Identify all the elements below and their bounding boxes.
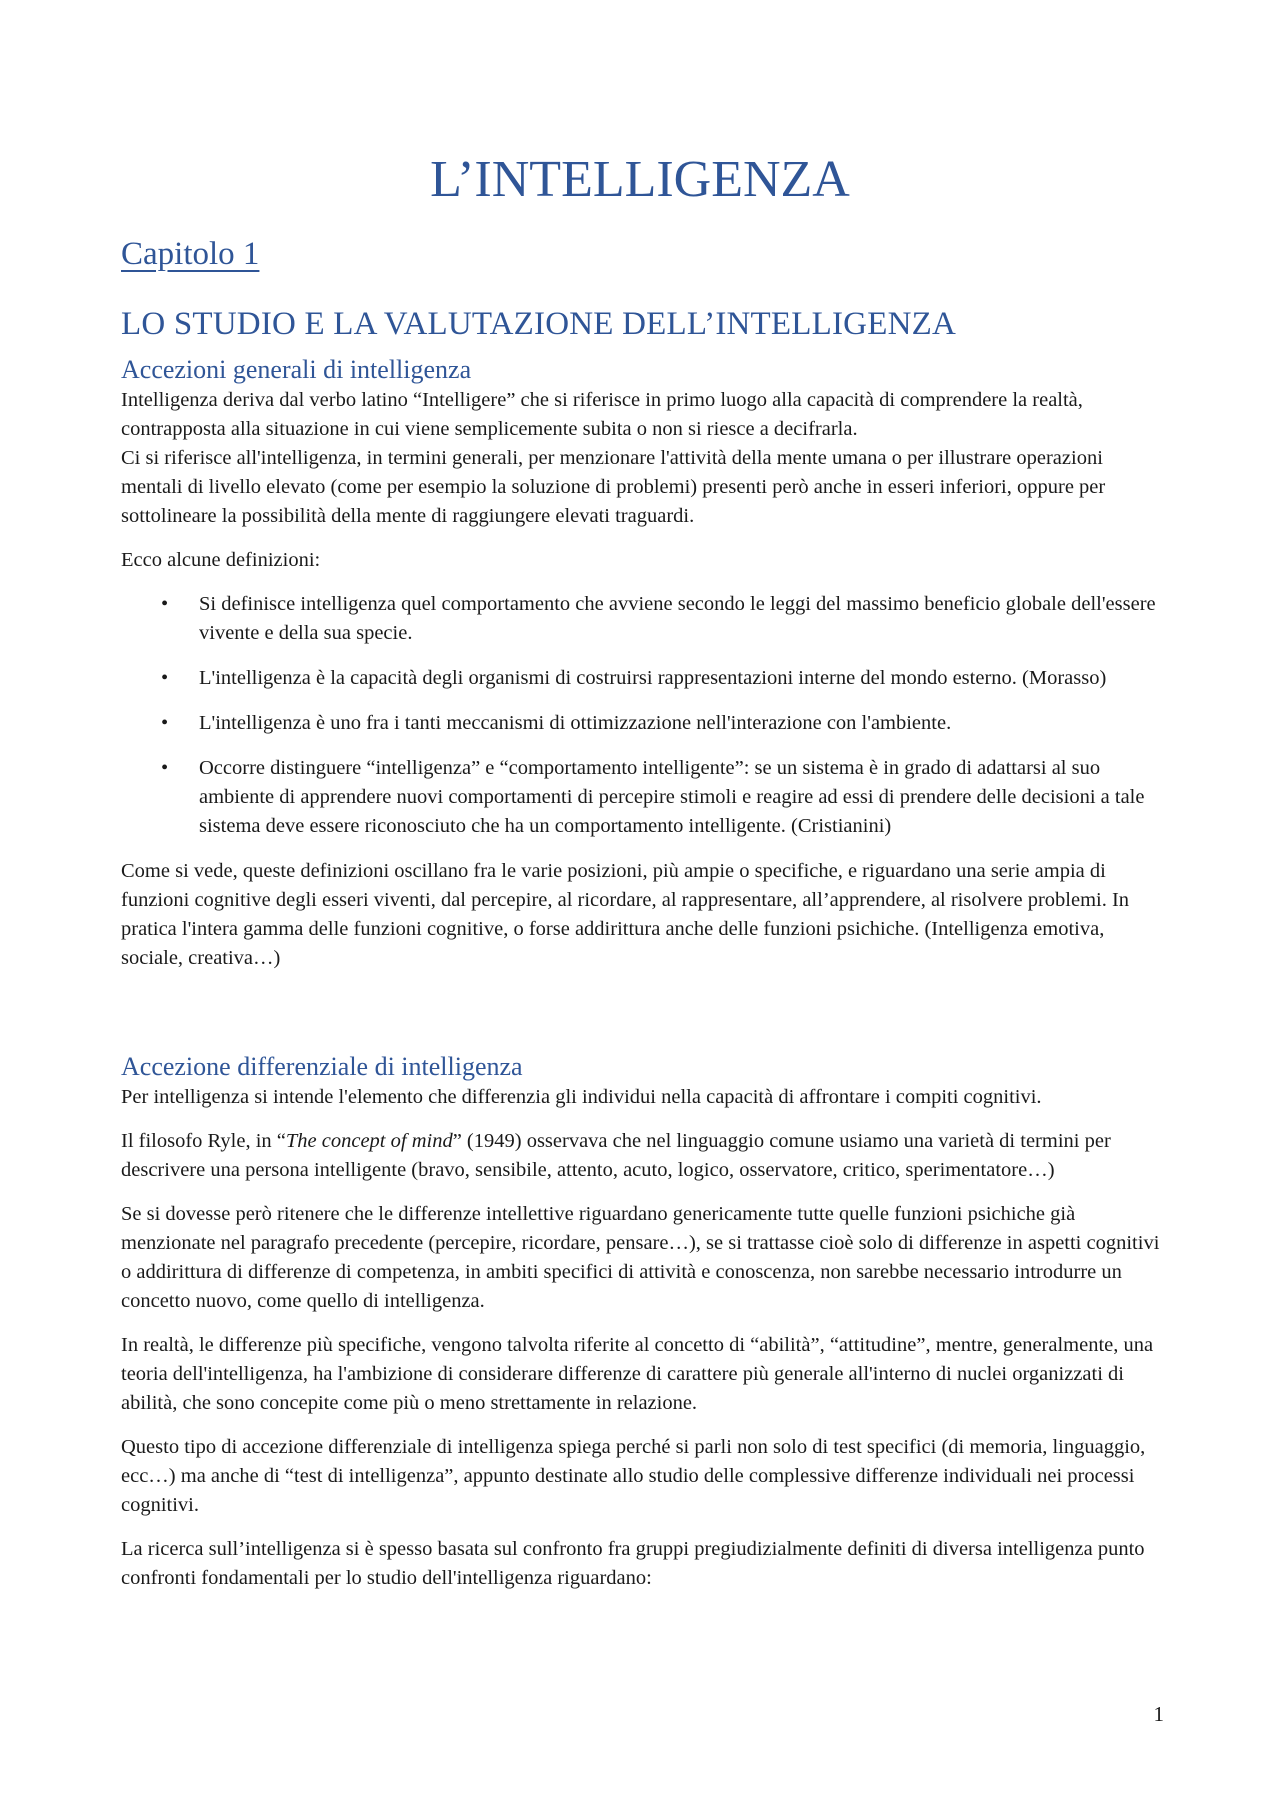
paragraph: Il filosofo Ryle, in “The concept of mind” (1949) osservava che nel linguaggio comune usiamo una varietà di termini per descrivere una persona intelligente (bravo, sensibile, attento, acuto, logico, osservatore, critico, sperimentatore…) [121, 1130, 1111, 1181]
subsection-heading: Accezioni generali di intelligenza [121, 355, 472, 384]
document-title: L’INTELLIGENZA [430, 151, 850, 208]
subsection-general [121, 354, 1166, 973]
list-item: • L'intelligenza è la capacità degli organismi di costruirsi rappresentazioni interne del mondo esterno. (Morasso) [121, 664, 1166, 693]
paragraph: Se si dovesse però ritenere che le differenze intellettive riguardano genericamente tutte quelle funzioni psichiche già menzionate nel paragrafo precedente (percepire, ricordare, pensare…), se si trattasse cioè solo di differenze in aspetti cognitivi o addirittura di differenze di competenza, in ambiti specifici di attività e conoscenza, non sarebbe necessario introdurre un concetto nuovo, come quello di intelligenza. [121, 1203, 1160, 1312]
bullet-icon: • [161, 757, 169, 779]
paragraph: In realtà, le differenze più specifiche, vengono talvolta riferite al concetto di “abilità”, “attitudine”, mentre, generalmente, una teoria dell'intelligenza, ha l'ambizione di considerare differenze di carattere più generale all'interno di nuclei organizzati di abilità, che sono concepite come più o meno strettamente in relazione. [121, 1334, 1154, 1414]
paragraph: Per intelligenza si intende l'elemento che differenzia gli individui nella capacità di affrontare i compiti cognitivi. [121, 1086, 1042, 1108]
section-heading: LO STUDIO E LA VALUTAZIONE DELL’INTELLIGENZA [121, 306, 956, 342]
list-item: • Occorre distinguere “intelligenza” e “comportamento intelligente”: se un sistema è in grado di adattarsi al suo ambiente di apprendere nuovi comportamenti di percepire stimoli e reagire ad essi di prendere delle decisioni a tale sistema deve essere riconosciuto che ha un comportamento intelligente. (Cristianini) [121, 754, 1166, 841]
book-title: The concept of mind [285, 1130, 453, 1152]
paragraph: Questo tipo di accezione differenziale di intelligenza spiega perché si parli non solo di test specifici (di memoria, linguaggio, ecc…) ma anche di “test di intelligenza”, appunto destinate allo studio delle complessive differenze individuali nei processi cognitivi. [121, 1436, 1146, 1516]
chapter-heading: Capitolo 1 [121, 236, 260, 272]
bullet-icon: • [161, 712, 169, 734]
subsection-heading: Accezione differenziale di intelligenza [121, 1052, 523, 1081]
paragraph: Ci si riferisce all'intelligenza, in termini generali, per menzionare l'attività della mente umana o per illustrare operazioni mentali di livello elevato (come per esempio la soluzione di problemi) presenti però anche in esseri inferiori, oppure per sottolineare la possibilità della mente di raggiungere elevati traguardi. [121, 447, 1106, 527]
subsection-differential [121, 1051, 1166, 1593]
page-number: 1 [1153, 1702, 1164, 1726]
list-item: • L'intelligenza è uno fra i tanti meccanismi di ottimizzazione nell'interazione con l'ambiente. [121, 709, 1166, 738]
paragraph: Ecco alcune definizioni: [121, 549, 321, 571]
bullet-icon: • [161, 593, 169, 615]
paragraph: Come si vede, queste definizioni oscillano fra le varie posizioni, più ampie o specifiche, e riguardano una serie ampia di funzioni cognitive degli esseri viventi, dal percepire, al ricordare, al rappresentare, all’apprendere, al risolvere problemi. In pratica l'intera gamma delle funzioni cognitive, o forse addirittura anche delle funzioni psichiche. (Intelligenza emotiva, sociale, creativa…) [121, 860, 1130, 969]
paragraph: La ricerca sull’intelligenza si è spesso basata sul confronto fra gruppi pregiudizialmente definiti di diversa intelligenza punto confronti fondamentali per lo studio dell'intelligenza riguardano: [121, 1538, 1145, 1589]
list-item: • Si definisce intelligenza quel comportamento che avviene secondo le leggi del massimo beneficio globale dell'essere vivente e della sua specie. [121, 590, 1166, 648]
bullet-icon: • [161, 667, 169, 689]
paragraph: Intelligenza deriva dal verbo latino “Intelligere” che si riferisce in primo luogo alla capacità di comprendere la realtà, contrapposta alla situazione in cui viene semplicemente subita o non si riesce a decifrarla. [121, 389, 1083, 440]
definitions-list [121, 590, 1166, 841]
